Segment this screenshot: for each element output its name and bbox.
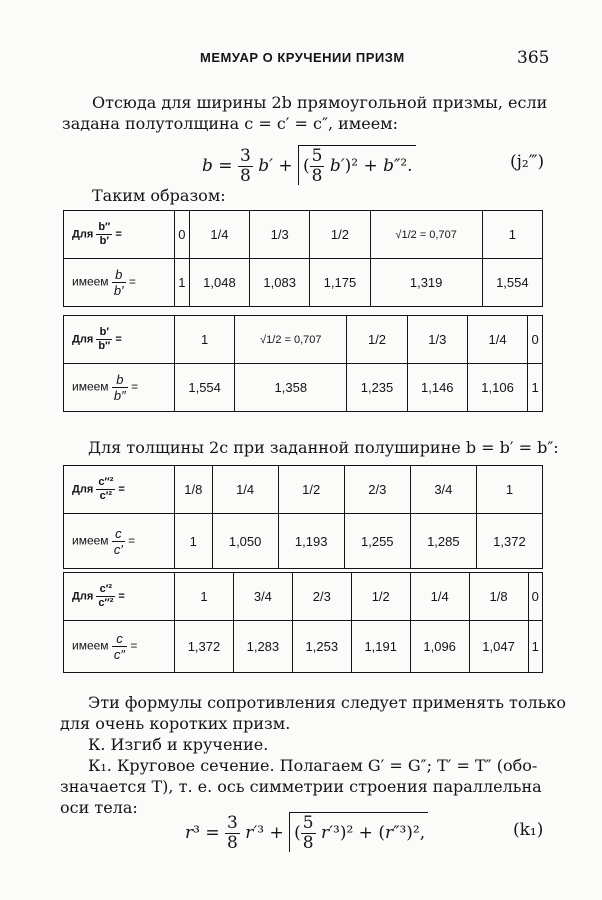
- ratio-cell: 1: [482, 211, 542, 259]
- outro-line-2: для очень коротких призм.: [60, 714, 291, 733]
- value-cell: 1,146: [407, 364, 467, 412]
- value-cell: 1,050: [212, 514, 278, 569]
- table-row: [64, 466, 543, 514]
- value-label-prefix: имеем: [72, 274, 109, 289]
- value-cell: 1,193: [278, 514, 344, 569]
- ratio-cell: 1/2: [351, 573, 410, 621]
- value-cell: 1,283: [233, 621, 292, 673]
- value-label-prefix: имеем: [72, 638, 109, 653]
- value-label-cell: имеем $\frac{b}{b''}$ =: [64, 364, 175, 412]
- ratio-label-prefix: Для: [72, 333, 94, 346]
- value-cell: 1,372: [476, 514, 542, 569]
- value-cell: 1,096: [410, 621, 469, 673]
- ratio-label-cell: Для $\frac{b''}{b'}$ =: [64, 211, 175, 259]
- ratio-cell: 3/4: [410, 466, 476, 514]
- ratio-cell: 1: [175, 316, 235, 364]
- value-cell: 1,255: [344, 514, 410, 569]
- value-cell: 1,047: [469, 621, 528, 673]
- value-cell: 1,554: [175, 364, 235, 412]
- value-cell: 1,253: [292, 621, 351, 673]
- ratio-cell: 1/2: [278, 466, 344, 514]
- value-cell: 1: [175, 259, 190, 307]
- thickness-table-2: [63, 572, 543, 673]
- ratio-cell: 1/4: [189, 211, 249, 259]
- intro-line-1: Отсюда для ширины 2b прямоугольной призмы, если: [92, 93, 548, 112]
- formula-j2: b = $\frac{3}{8}$ b′ + ( $\frac{5}{8}$ b′)² + b″².: [202, 145, 416, 185]
- table-row: [64, 364, 543, 412]
- k1-line-2: значается T), т. е. ось симметрии строения параллельна: [60, 777, 542, 796]
- ratio-cell: √1/2 = 0,707: [370, 211, 482, 259]
- section-heading: К. Изгиб и кручение.: [88, 735, 269, 754]
- ratio-cell: 0: [528, 573, 542, 621]
- value-label-cell: имеем $\frac{c}{c'}$ =: [64, 514, 175, 569]
- table-row: [64, 316, 543, 364]
- value-label-prefix: имеем: [72, 379, 109, 394]
- thus-label: Таким образом:: [92, 186, 226, 205]
- thickness-intro: Для толщины 2c при заданной полуширине b = b′ = b″:: [88, 438, 559, 457]
- ratio-cell: 1/8: [175, 466, 213, 514]
- ratio-cell: 1/4: [410, 573, 469, 621]
- value-cell: 1,048: [189, 259, 249, 307]
- value-label-cell: имеем $\frac{c}{c''}$ =: [64, 621, 175, 673]
- thickness-table-1: [63, 465, 543, 569]
- intro-line-2: задана полутолщина c = c′ = c″, имеем:: [62, 114, 398, 133]
- ratio-cell: 1/4: [212, 466, 278, 514]
- width-table-2: [63, 315, 543, 412]
- ratio-label-cell: Для $\frac{\text{c′²}}{\text{c″²}}$ =: [64, 573, 175, 621]
- table-row: [64, 259, 543, 307]
- width-table-1: [63, 210, 543, 307]
- value-cell: 1,554: [482, 259, 542, 307]
- ratio-cell: 3/4: [233, 573, 292, 621]
- value-cell: 1,372: [175, 621, 234, 673]
- value-cell: 1,191: [351, 621, 410, 673]
- ratio-cell: 1/3: [407, 316, 467, 364]
- ratio-cell: 1/3: [250, 211, 310, 259]
- value-cell: 1,175: [310, 259, 370, 307]
- value-cell: 1: [175, 514, 213, 569]
- table-row: [64, 621, 543, 673]
- k1-line-3: оси тела:: [60, 798, 138, 817]
- ratio-cell: 0: [528, 316, 543, 364]
- formula-label-k1: (k₁): [513, 820, 544, 840]
- table-row: [64, 211, 543, 259]
- ratio-cell: 1/8: [469, 573, 528, 621]
- ratio-cell: 1: [175, 573, 234, 621]
- running-header: МЕМУАР О КРУЧЕНИИ ПРИЗМ: [200, 50, 405, 65]
- ratio-label-cell: Для $\frac{\text{c″²}}{\text{c′²}}$ =: [64, 466, 175, 514]
- ratio-label-prefix: Для: [72, 228, 94, 241]
- ratio-cell: 1: [476, 466, 542, 514]
- ratio-cell: 1/2: [310, 211, 370, 259]
- table-row: [64, 573, 543, 621]
- value-cell: 1,285: [410, 514, 476, 569]
- value-cell: 1,358: [235, 364, 347, 412]
- value-cell: 1,106: [467, 364, 527, 412]
- ratio-cell: √1/2 = 0,707: [235, 316, 347, 364]
- value-label-cell: имеем $\frac{b}{b'}$ =: [64, 259, 175, 307]
- value-cell: 1,235: [347, 364, 407, 412]
- ratio-cell: 1/2: [347, 316, 407, 364]
- ratio-cell: 2/3: [292, 573, 351, 621]
- value-cell: 1,083: [250, 259, 310, 307]
- ratio-cell: 0: [175, 211, 190, 259]
- table-row: [64, 514, 543, 569]
- formula-label-j2: (j₂‴): [510, 152, 545, 172]
- ratio-label-prefix: Для: [72, 590, 94, 603]
- page-number: 365: [517, 48, 550, 68]
- value-cell: 1: [528, 364, 543, 412]
- ratio-cell: 1/4: [467, 316, 527, 364]
- ratio-label-prefix: Для: [72, 483, 94, 496]
- value-label-prefix: имеем: [72, 533, 109, 548]
- outro-line-1: Эти формулы сопротивления следует применять только: [88, 693, 567, 712]
- k1-line-1: К₁. Круговое сечение. Полагаем G′ = G″; T′ = T″ (обо-: [88, 756, 538, 775]
- value-cell: 1,319: [370, 259, 482, 307]
- ratio-label-cell: Для $\frac{b'}{b''}$ =: [64, 316, 175, 364]
- value-cell: 1: [528, 621, 542, 673]
- ratio-cell: 2/3: [344, 466, 410, 514]
- formula-k1: r³ = $\frac{3}{8}$ r′³ + ( $\frac{5}{8}$ r′³)² + (r″³)²,: [185, 812, 428, 852]
